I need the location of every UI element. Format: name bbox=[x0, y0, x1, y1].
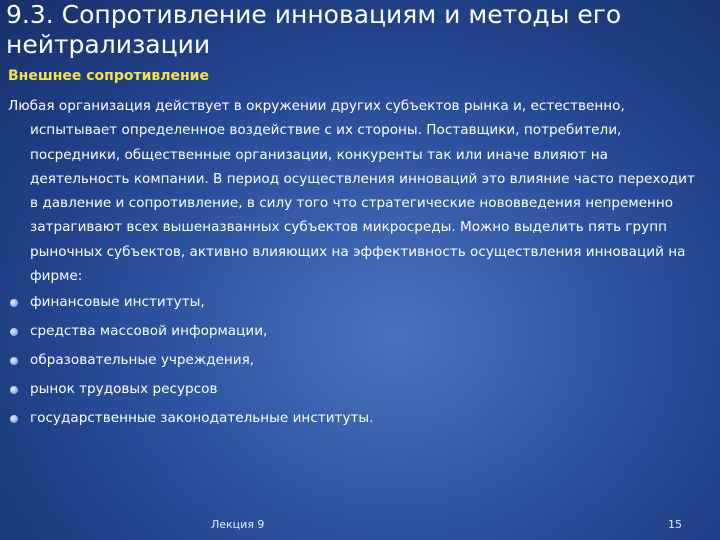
bullet-text: рынок трудовых ресурсов bbox=[30, 381, 218, 398]
slide-subtitle: Внешнее сопротивление bbox=[8, 68, 209, 84]
bullet-item bbox=[8, 346, 698, 375]
bullet-dot-icon bbox=[10, 328, 18, 336]
bullet-text: образовательные учреждения, bbox=[30, 352, 255, 369]
footer-lecture-label: Лекция 9 bbox=[211, 518, 265, 531]
bullet-text: средства массовой информации, bbox=[30, 323, 268, 340]
bullet-dot-icon bbox=[10, 357, 18, 365]
bullet-item bbox=[8, 317, 698, 346]
bullet-dot-icon bbox=[10, 386, 18, 394]
body-paragraph: Любая организация действует в окружении других субъектов рынка и, естественно, испытывает определенное воздействие с их стороны. Поставщики, потребители, посредники, общественные организации, конкуренты так или иначе влияют на деятельность компании. В период осуществления инноваций это влияние часто переходит в давление и сопротивление, в силу того что стратегические нововведения непременно затрагивают всех вышеназванных субъектов микросреды. Можно выделить пять групп рыночных субъектов, активно влияющих на эффективность осуществления инноваций на фирме: bbox=[8, 98, 695, 285]
page-number: 15 bbox=[668, 518, 682, 531]
bullet-item bbox=[8, 375, 698, 404]
bullet-dot-icon bbox=[10, 415, 18, 423]
bullet-text: государственные законодательные институты. bbox=[30, 410, 374, 427]
bullet-dot-icon bbox=[10, 299, 18, 307]
bullet-item bbox=[8, 404, 698, 433]
bullet-text: финансовые институты, bbox=[30, 294, 205, 311]
bullet-list bbox=[8, 288, 698, 433]
slide-body bbox=[8, 94, 698, 433]
slide-title: 9.3. Сопротивление инновациям и методы его нейтрализации bbox=[6, 0, 622, 59]
bullet-item bbox=[8, 288, 698, 317]
